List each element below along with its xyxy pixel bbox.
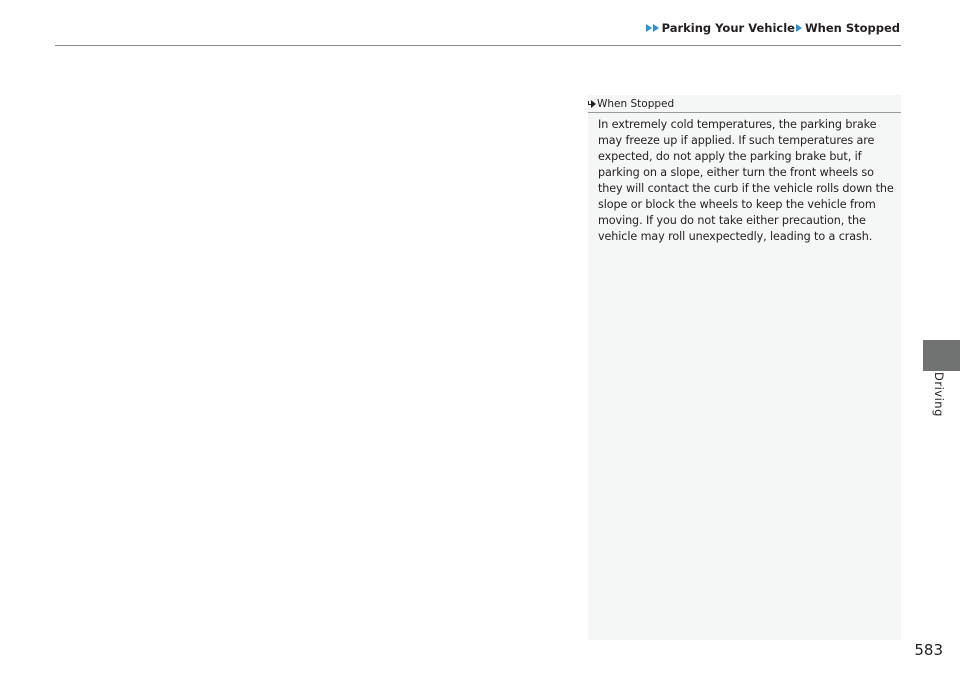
page-number: 583: [914, 641, 943, 659]
note-line: parking on a slope, either turn the front wheels so: [598, 166, 874, 179]
breadcrumb: [646, 18, 900, 38]
note-line: may freeze up if applied. If such temperatures are: [598, 134, 875, 147]
note-line: they will contact the curb if the vehicle rolls down the: [598, 182, 894, 195]
note-reference-icon: [588, 99, 596, 109]
breadcrumb-item-when-stopped[interactable]: When Stopped: [804, 21, 900, 35]
note-divider: [588, 112, 901, 113]
note-title-text: When Stopped: [597, 98, 675, 110]
breadcrumb-arrow-icon: [646, 24, 652, 32]
note-line: slope or block the wheels to keep the vehicle from: [598, 198, 876, 211]
note-line: In extremely cold temperatures, the parking brake: [598, 118, 877, 131]
section-label: Driving: [932, 372, 946, 417]
note-line: vehicle may roll unexpectedly, leading to a crash.: [598, 230, 873, 243]
header-divider: [55, 45, 901, 46]
section-tab[interactable]: [923, 340, 960, 371]
note-title: [588, 97, 674, 111]
note-line: expected, do not apply the parking brake but, if: [598, 150, 862, 163]
note-line: moving. If you do not take either precaution, the: [598, 214, 866, 227]
note-body: [598, 117, 894, 245]
breadcrumb-arrow-icon: [796, 24, 802, 32]
breadcrumb-arrow-icon: [653, 24, 659, 32]
breadcrumb-item-parking[interactable]: Parking Your Vehicle: [661, 21, 795, 35]
